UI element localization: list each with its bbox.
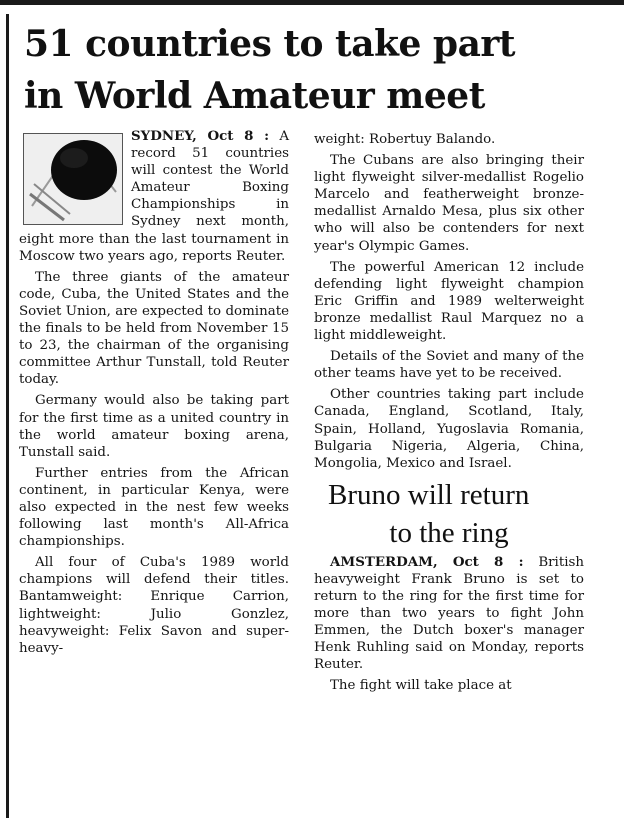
- article-paragraph: weight: Robertuy Balando.: [314, 132, 496, 147]
- article-paragraph: The fight will take place at: [330, 678, 512, 694]
- article-paragraph: Germany would also be taking part for the first time as a united country in the world amateur boxing arena, Tunstall said.: [19, 393, 289, 460]
- lead-text: British heavyweight Frank Bruno is set to return to the ring for the first time for more than two years to fight John Emmen, the Dutch boxer's manager Henk Ruhling said on Monday, reports Reuter.: [314, 554, 584, 673]
- headline-line-1: 51 countries to take part: [24, 23, 515, 65]
- dateline: SYDNEY, Oct 8 :: [131, 128, 270, 144]
- column-rule: [6, 14, 9, 818]
- main-headline: [24, 18, 614, 122]
- article-paragraph: Further entries from the African continent, in particular Kenya, were also expected in the nest few weeks following last month's All-Africa championships.: [19, 465, 289, 550]
- article-paragraph: Details of the Soviet and many of the other teams have yet to be received.: [314, 349, 584, 382]
- article-paragraph: [314, 554, 584, 674]
- article-column-right: [314, 131, 584, 699]
- top-rule: [0, 0, 624, 5]
- second-headline-line-2: to the ring: [389, 516, 509, 549]
- dateline: AMSTERDAM, Oct 8 :: [330, 553, 524, 570]
- article-paragraph: The powerful American 12 include defending light flyweight champion Eric Griffin and 1989 welterweight bronze medallist Raul Marquez no a light middleweight.: [314, 259, 584, 344]
- second-headline: [314, 476, 584, 552]
- article-paragraph: The Cubans are also bringing their light flyweight silver-medallist Rogelio Marcelo and featherweight bronze-medallist Arnaldo Mesa, plus six other who will also be contenders for next year's Olympic Games.: [314, 153, 584, 254]
- article-column-left: [19, 128, 289, 661]
- article-paragraph: The three giants of the amateur code, Cuba, the United States and the Soviet Union, are expected to dominate the finals to be held from November 15 to 23, the chairman of the organising committee Arthur Tunstall, told Reuter today.: [19, 269, 289, 388]
- boxer-photo-graphic: [24, 134, 122, 224]
- boxer-photo-icon: [23, 133, 123, 225]
- lead-text: A record 51 countries will contest the World Amateur Boxing Championships in Sydney next month, eight more than the last tournament in Moscow two years ago, reports Reuter.: [19, 129, 289, 264]
- article-paragraph: All four of Cuba's 1989 world champions will defend their titles. Bantamweight: Enrique Carrion, lightweight: Julio Gonzlez, heavyweight: Felix Savon and super-heavy-: [19, 555, 289, 656]
- second-headline-line-1: Bruno will return: [328, 478, 530, 511]
- headline-line-2: in World Amateur meet: [24, 75, 485, 117]
- article-paragraph: Other countries taking part include Canada, England, Scotland, Italy, Spain, Holland, Yugoslavia Romania, Bulgaria Nigeria, Algeria, China, Mongolia, Mexico and Israel.: [314, 387, 584, 471]
